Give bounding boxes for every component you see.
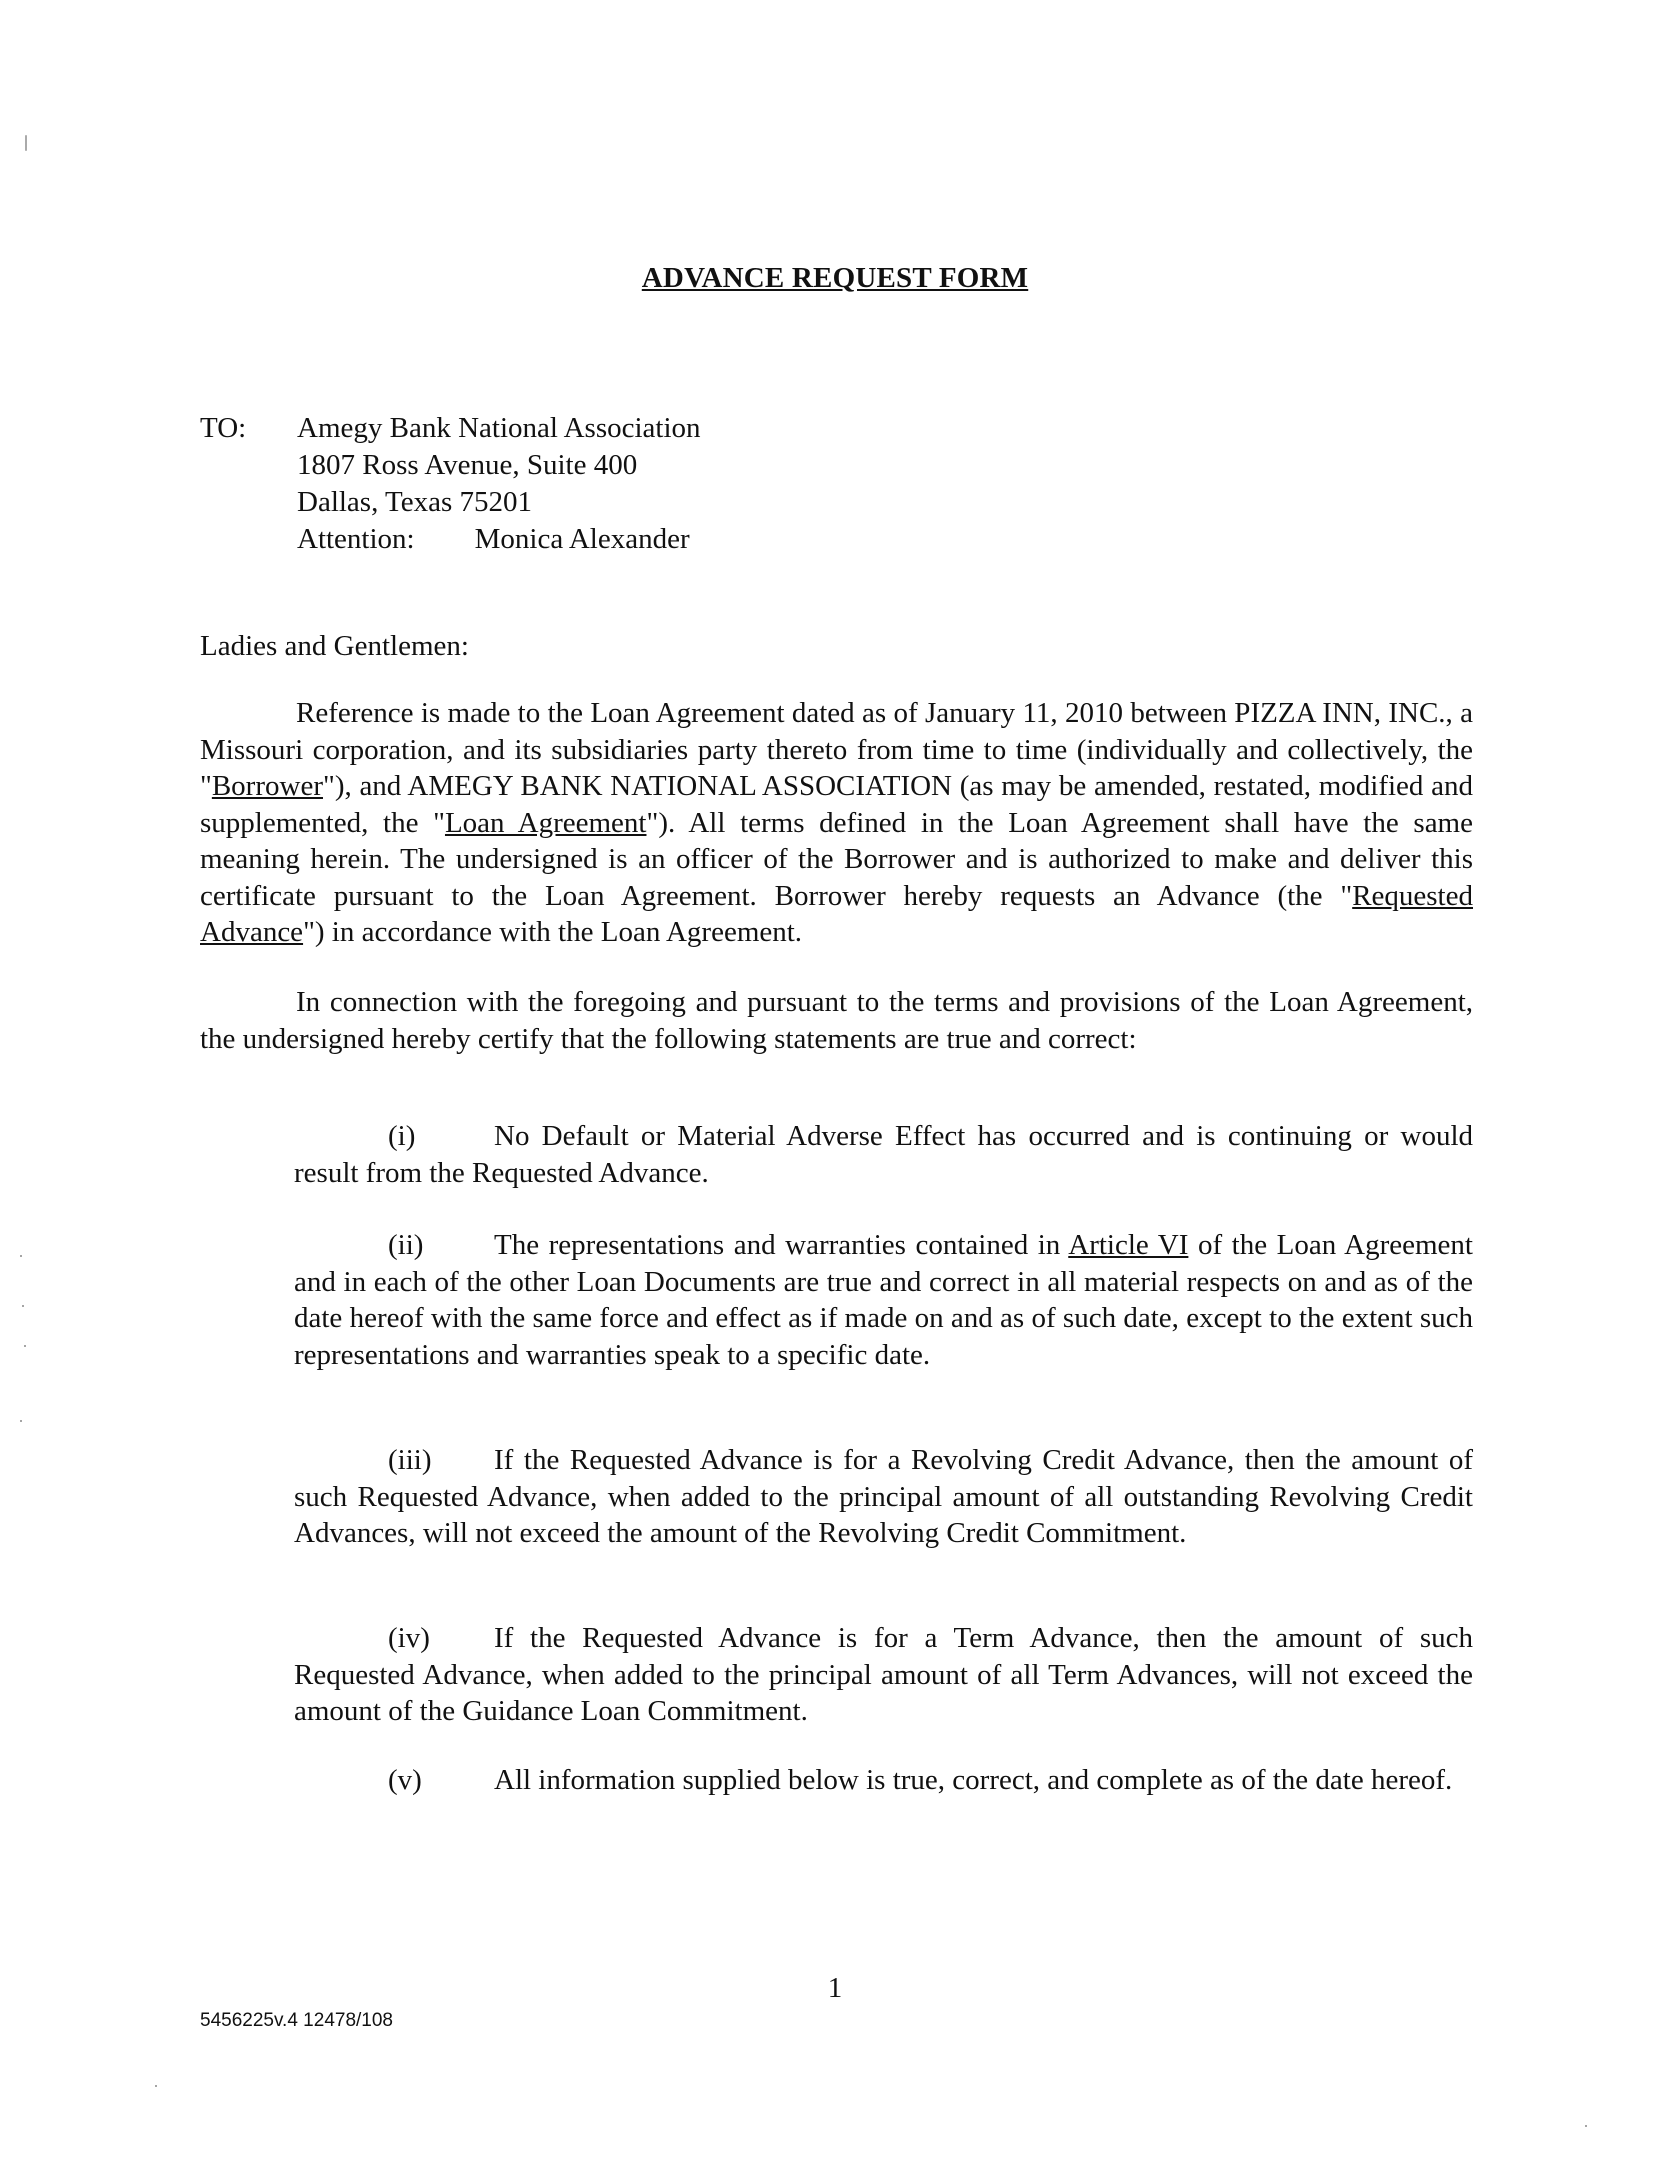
reference-paragraph	[200, 695, 1473, 951]
item-text: If the Requested Advance is for a Term Advance, then the amount of such Requested Advance, when added to the principal amount of all Term Advances, will not exceed the amount of the Guidance Loan Commitment.	[294, 1622, 1473, 1727]
salutation: Ladies and Gentlemen:	[200, 630, 469, 662]
attention-name: Monica Alexander	[474, 523, 690, 555]
to-label: TO:	[200, 412, 247, 444]
address-line: Amegy Bank National Association	[297, 412, 701, 444]
scan-mark	[25, 135, 27, 151]
paragraph-text: ") in accordance with the Loan Agreement.	[303, 916, 803, 948]
scan-mark	[24, 1345, 26, 1347]
scan-mark	[20, 1255, 22, 1257]
item-text: No Default or Material Adverse Effect has occurred and is continuing or would result from the Requested Advance.	[294, 1120, 1473, 1189]
item-number: (iv)	[388, 1622, 430, 1654]
document-title: ADVANCE REQUEST FORM	[641, 262, 1029, 294]
address-line: Dallas, Texas 75201	[297, 486, 533, 518]
paragraph-text: "), and AMEGY BANK NATIONAL ASSOCIATION (as may be amended, restated, modified and supplemented, the "	[200, 770, 1473, 839]
article-reference: Article VI	[1068, 1229, 1189, 1261]
item-number: (ii)	[388, 1229, 424, 1261]
defined-term: Borrower	[211, 770, 323, 802]
attention-label: Attention:	[297, 523, 415, 555]
certification-item	[294, 1762, 1473, 1799]
certification-item	[294, 1620, 1473, 1730]
item-text: The representations and warranties contained in	[494, 1229, 1069, 1261]
item-number: (v)	[388, 1764, 422, 1796]
certification-item	[294, 1442, 1473, 1552]
certification-paragraph: In connection with the foregoing and pursuant to the terms and provisions of the Loan Agreement, the undersigned hereby certify that the following statements are true and correct:	[200, 986, 1473, 1055]
defined-term: Requested Advance	[200, 879, 1473, 948]
scan-mark	[1585, 2125, 1587, 2127]
address-line: 1807 Ross Avenue, Suite 400	[297, 449, 638, 481]
paragraph-text: "). All terms defined in the Loan Agreement shall have the same meaning herein. The undersigned is an officer of the Borrower and is authorized to make and deliver this certificate pursuant to the Loan Agreement. Borrower hereby requests an Advance (the "	[200, 806, 1473, 912]
certification-item	[294, 1118, 1473, 1191]
page-number: 1	[827, 1972, 843, 2004]
scan-mark	[155, 2085, 157, 2087]
scan-mark	[20, 1420, 22, 1422]
item-text: of the Loan Agreement and in each of the other Loan Documents are true and correct in all material respects on and as of the date hereof with the same force and effect as if made on and as of such date, except to the extent such representations and warranties speak to a specific date.	[294, 1229, 1473, 1371]
address-lines	[297, 410, 701, 558]
item-number: (i)	[388, 1120, 416, 1152]
paragraph-text: Reference is made to the Loan Agreement dated as of January 11, 2010 between PIZZA INN, INC., a Missouri corporation, and its subsidiaries party thereto from time to time (individually and collectively, the "	[200, 697, 1473, 802]
defined-term: Loan Agreement	[444, 806, 647, 839]
item-text: All information supplied below is true, correct, and complete as of the date hereof.	[494, 1764, 1453, 1796]
attention-line	[297, 521, 701, 558]
scan-mark	[22, 1305, 24, 1307]
item-number: (iii)	[388, 1444, 432, 1476]
document-id: 5456225v.4 12478/108	[200, 2010, 393, 2031]
certification-item	[294, 1227, 1473, 1373]
item-text: If the Requested Advance is for a Revolving Credit Advance, then the amount of such Requested Advance, when added to the principal amount of all outstanding Revolving Credit Advances, will not exceed the amount of the Revolving Credit Commitment.	[294, 1444, 1473, 1549]
